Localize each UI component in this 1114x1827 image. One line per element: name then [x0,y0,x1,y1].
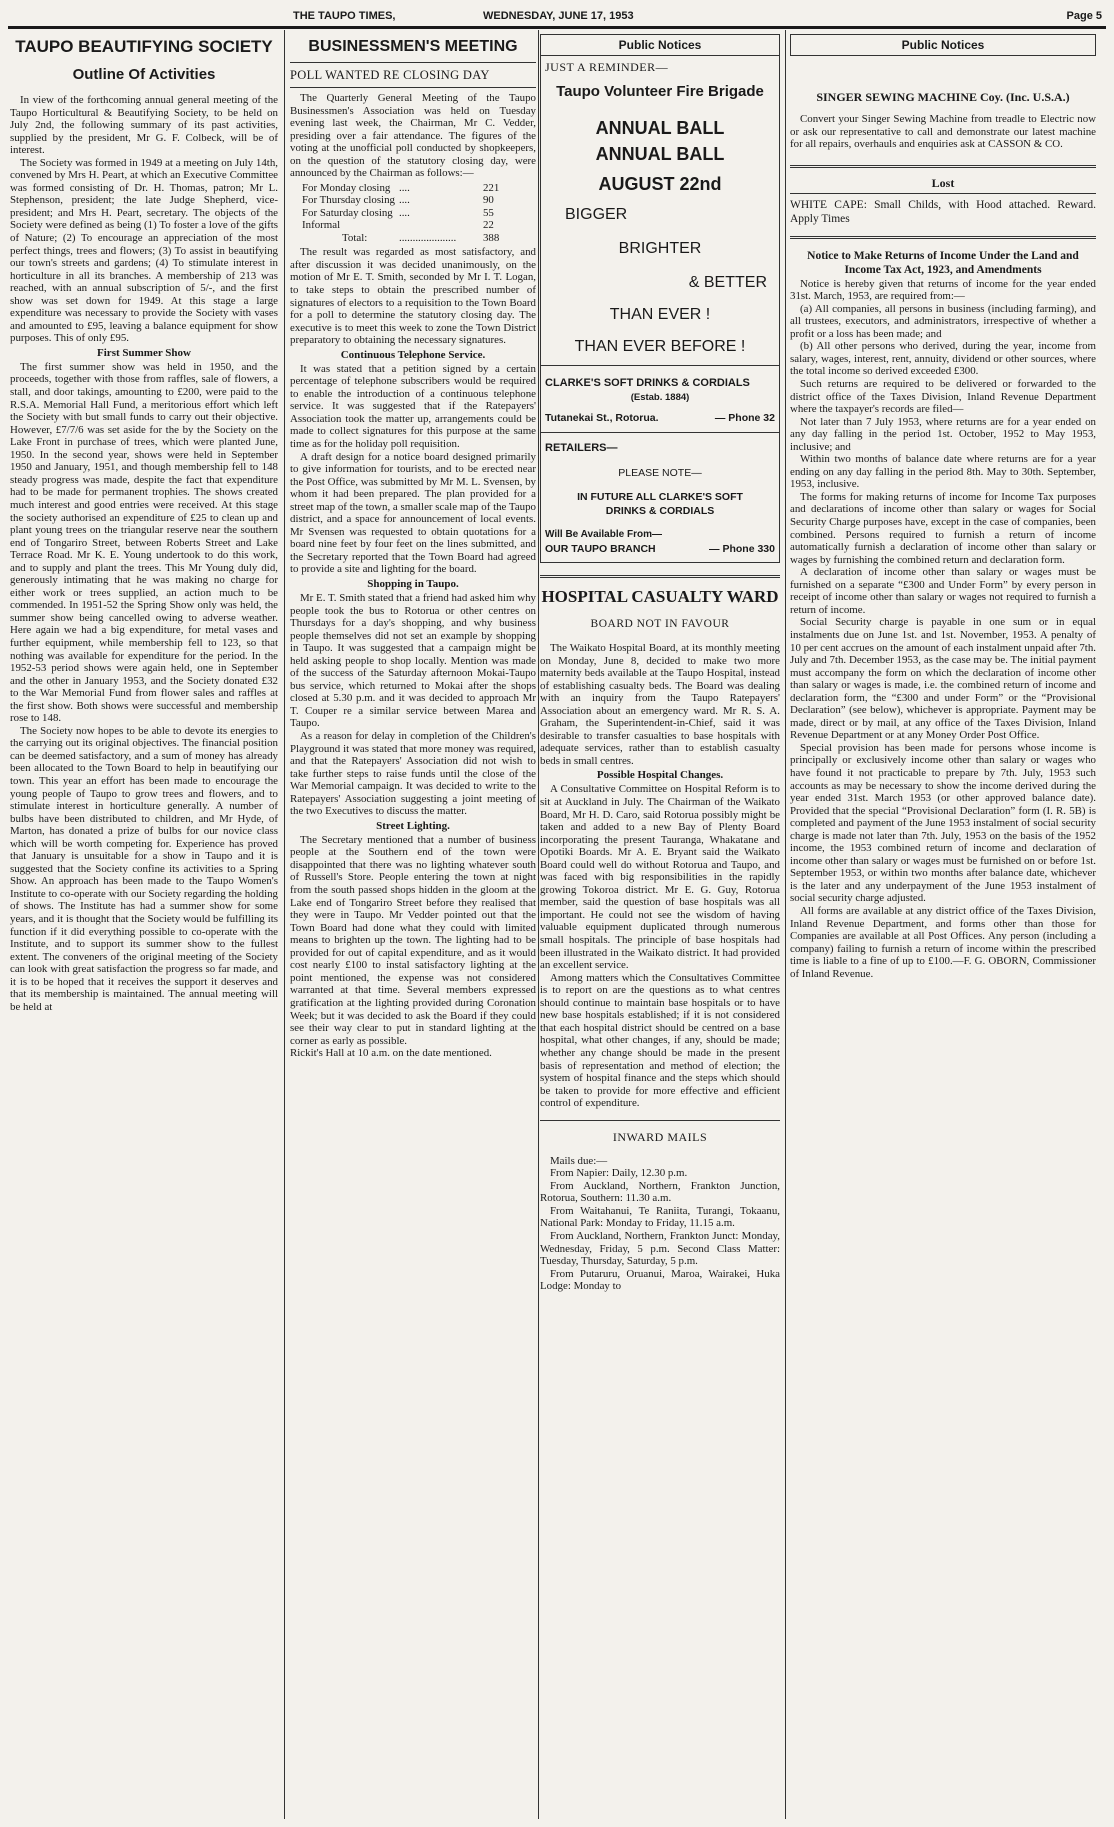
future-notice: IN FUTURE ALL CLARKE'S SOFT DRINKS & CORDIALS [577,491,743,517]
tally-row: Informal 22 [302,219,494,232]
annual-ball-title: ANNUAL BALL [595,144,725,164]
ad-better: & BETTER [688,274,767,291]
retailers-label: RETAILERS— [545,442,618,454]
lost-body: WHITE CAPE: Small Childs, with Hood attached. Reward. Apply Times [790,198,1096,225]
clarke-address: Tutanekai St., Rotorua. [545,412,659,424]
tax-notice-title: Notice to Make Returns of Income Under the Land and Income Tax Act, 1923, and Amendments [807,249,1079,276]
article-paragraph: It was stated that a petition signed by a certain percentage of telephone subscribers would be required to enable the introduction of a continuous telephone service. It was suggested that if the Ratepayers' Association took the matter up, arrangements could be made to collect signatures for this purpose at the same time as for the holiday poll requisition. [290,362,536,450]
article-paragraph: The Society now hopes to be able to devote its energies to the carrying out its original objectives. The financial position can be deemed satisfactory, and a sum of money has already been allocated to the Town Board to help in beautifying our town. This year an effort has been made to encourage the young people of Taupo to grow trees and flowers, and to stimulate interest in horticulture generally. A number of bulbs have been distributed to children, and Mr Hyde, of Marton, has donated a prize of bulbs for our novice class which will be worth competing for. Experience has proved that January is unsuitable for a show in Taupo and it is suggested that the Society confine its activities to a Spring Show. An approach has been made to the Taupo Women's Institute to co-operate with our Society regarding the holding of shows. The Institute has had a summer show for some years, and it is thought that the Society would be fulfilling its function if it did everything possible to co-operate with the Institute, and to support its summer show to the fullest extent. The conveners of the original meeting of the Society can look with great satisfaction the progress so far made, and it is to be hoped that it receives the support it deserves and that its membership is maintained. The annual meeting will be held at [10,724,278,1013]
subhead-outline: Outline Of Activities [72,66,216,83]
mail-item: From Auckland, Northern, Frankton Junction, Rotorua, Southern: 11.30 a.m. [540,1179,780,1205]
subhead-summer-show: First Summer Show [97,346,191,359]
public-notices-heading: Public Notices [790,34,1096,56]
column-divider [538,30,539,1819]
page-number: Page 5 [1066,10,1102,22]
tax-paragraph: Within two months of balance date where returns are for a year ending on any day falling in the period 8th. May to 30th. September, 1953, inclusive. [790,453,1096,491]
clarke-name: CLARKE'S SOFT DRINKS & CORDIALS [545,377,750,389]
tax-paragraph: (b) All other persons who derived, during the year, income from salary, wages, interest, rent, annuity, dividend or other sources, where the total income so derived exceeded £300. [790,340,1096,378]
tax-paragraph: Such returns are required to be delivered or forwarded to the district office of the Taxes Division, Inland Revenue Department where the taxpayer's records are filed— [790,378,1096,416]
mails-heading: INWARD MAILS [612,1129,708,1144]
ad-than-ever: THAN EVER ! [609,306,711,323]
article-paragraph: The Secretary mentioned that a number of business people at the Southern end of the town were disappointed that there was no lighting whatever south of Russell's Store. People entering the town at night from the south passed shops hidden in the gloom at the Lake end of Tongariro Street before they realised that they were in Taupo. Mr Vedder pointed out that the Town Board had done what they could with limited means to brighten up the town. The lighting had to be provided for out of capital expenditure, and as it would cost nearly £100 to instal satisfactory lighting at the point mentioned, the expense was not considered warranted at that time. Several members expressed gratification at the lighting provided during Coronation Week; but it was decided to ask the Board if they could see their way clear to put in standard lighting at the corner as early as possible. [290,833,536,1047]
mail-item: From Napier: Daily, 12.30 p.m. [550,1167,688,1180]
reminder-text: JUST A REMINDER— [545,60,669,74]
branch-phone: — Phone 330 [709,543,775,555]
column-notices-hospital [540,34,780,1824]
singer-body: Convert your Singer Sewing Machine from treadle to Electric now or ask our representative to call and demonstrate our latest machine for all repairs, overhauls and enquiries ask at CASSON & CO. [790,113,1096,151]
tax-paragraph: The forms for making returns of income for Income Tax purposes and declarations of income other than salary or wages for Social Security Charge purposes have, except in the case of companies, been combined. Persons required to furnish a return of income automatically furnish a declaration of income other than salary or wages by furnishing the combined return and declaration form. [790,490,1096,566]
tax-paragraph: Social Security charge is payable in one sum or in equal instalments due on June 1st. and 1st. November, 1953. A penalty of 10 per cent accrues on the amount of each instalment unpaid after 7th. July and 7th. December 1953, as the case may be. The initial payment must accompany the form on which the declaration of income other than salary or wages is made, i.e. the combined return of income and declaration form, the “£300 and under Form” or the “Provisional Declaration” (see below), whichever is appropriate. Payment may be made, direct or by mail, at any office of the Taxes Division, Inland Revenue Department or at any Money Order Post Office. [790,616,1096,742]
column-divider [284,30,285,1819]
article-paragraph: Among matters which the Consultatives Committee is to report on are the questions as to what centres should continue to maintain base hospitals or to have new base hospitals established; if it is not considered that each hospital district should be centred on a base hospital, what other changes, if any, should be made; whether any change should be made in the present basis of representation and method of election; the system of hospital finance and the steps which should be taken to provide for more effective and efficient control of expenditure. [540,971,780,1110]
article-paragraph: In view of the forthcoming annual general meeting of the Taupo Horticultural & Beautifying Society, to be held on July 2nd, the following summary of its past activities, supplied by the president, Mr G. F. Colbeck, will be of interest. [10,94,278,157]
tax-paragraph: A declaration of income other than salary or wages must be furnished on a separate “£300 and Under Form” by every person in receipt of income other than salary or wages not required to furnish a return of income. [790,566,1096,616]
article-paragraph: A Consultative Committee on Hospital Reform is to sit at Auckland in July. The Chairman of the Waikato Board, Mr H. D. Caro, said Rotorua possibly might be taken and added to a new Bay of Plenty Board incorporating the present Tauranga, Whakatane and Opotiki Boards. Mr A. E. Bryant said the Waikato Board could well do without Rotorua and Taupo, and was faced with big responsibilities in the rapidly growing Tokoroa district. Mr E. G. Guy, Rotorua member, said the question of base hospitals was all important. He could not see the wisdom of having valuable equipment duplicated through numerous small hospitals. The principle of base hospitals had been illustrated in the Waikato district. It had provided an excellent service. [540,783,780,972]
clarkes-ad [540,366,780,433]
tax-paragraph: All forms are available at any district office of the Taxes Division, Inland Revenue Department, and forms other than those for Companies are available at all Post Offices. Any person (including a company) failing to furnish a return of income within the prescribed time is liable to a fine of up to £100.—F. G. OBORN, Commissioner of Inland Revenue. [790,904,1096,980]
tally-row: For Thursday closing .... 90 [302,194,494,207]
column-businessmen [290,34,536,1824]
annual-ball-title: ANNUAL BALL [595,118,725,138]
article-paragraph: The result was regarded as most satisfactory, and after discussion it was decided unanimously, on the motion of Mr E. T. Smith, seconded by Mr I. T. Logan, to take steps to obtain the prescribed number of signatures of electors to a requisition to the Town Board for a poll to determine the statutory closing day. The executive is to meet this week to zone the Town District preparatory to obtaining the necessary signatures. [290,246,536,347]
available-from: Will Be Available From— [545,529,662,540]
paper-name: THE TAUPO TIMES, [293,10,396,22]
article-paragraph: The Society was formed in 1949 at a meeting on July 14th, convened by Mrs H. Peart, at which an Executive Committee was formed consisting of Dr. H. Thomas, patron; Mr L. Stephenson, president; the late Judge Shepherd, vice-president; and Mrs H. Peart, secretary. The objects of the Society were defined as being (1) To foster a love of the gifts of Nature; (2) To encourage an appreciation of the most perfect things, trees and flowers; (3) To assist in beautifying our town's streets and gardens; (4) To stimulate interest in horticulture in all its branches. A membership of 213 was reached, with an annual subscription of 5/-, and the first show was set down for 1949. At this stage a large expenditure was necessary to provide the Society with vases and amounted to £95, leaving a balance equipment for show purposes. This of only £95. [10,156,278,345]
subhead-hospital-changes: Possible Hospital Changes. [596,769,724,782]
singer-title: SINGER SEWING MACHINE Coy. (Inc. U.S.A.) [816,90,1070,104]
mails-due: Mails due:— [550,1154,608,1167]
clarke-estab: (Estab. 1884) [630,392,690,403]
article-paragraph: The Quarterly General Meeting of the Taupo Businessmen's Association was held on Tuesday evening last week, the Chairman, Mr C. Vedder, presiding over a fair attendance. The figures of the voting at the unofficial poll conducted by shopkeepers, on the question of the statutory closing day, were announced by the Chairman as follows:— [290,92,536,180]
headline-beautifying: TAUPO BEAUTIFYING SOCIETY [15,37,273,56]
ad-bigger: BIGGER [565,206,628,223]
poll-tally [302,182,503,245]
article-paragraph: The Waikato Hospital Board, at its monthly meeting on Monday, June 8, decided to make two more maternity beds available at the Taupo Hospital, instead of establishing casualty beds. The Board was dealing with an inquiry from the Taupo Ratepayers' Association about an emergency ward. Mr R. S. A. Graham, the Superintendent-in-Chief, said it was desirable to transfer casualties to base hospitals with adequate services, rather than to establish casualty beds in small centres. [540,642,780,767]
mail-item: From Waitahanui, Te Raniita, Turangi, Tokaanu, National Park: Monday to Friday, 11.15 a.m. [540,1204,780,1230]
subhead-telephone: Continuous Telephone Service. [340,348,486,361]
clarke-phone: — Phone 32 [714,412,775,424]
masthead-rule [8,26,1106,29]
column-public-notices [790,34,1096,1824]
article-paragraph: Mr E. T. Smith stated that a friend had asked him why people took the bus to Rotorua or other centres on Thursdays for a day's shopping, and why business people themselves did not set an example by shopping in Taupo. It was suggested that a campaign might be held asking people to shop locally. Mention was made of the success of the Saturday afternoon Mokai-Taupo bus service, which returned to Mokai after the shops closed at 5.30 p.m. and it was decided to approach Mr T. Couper re a similar service between Marea and Taupo. [290,592,536,730]
mail-item: From Auckland, Northern, Frankton Junct: Monday, Wednesday, Friday, 5 p.m. Second Class Matter: Tuesday, Thursday, Saturday, 5 p.m. [540,1229,780,1268]
subhead-shopping: Shopping in Taupo. [367,578,459,590]
mail-item: From Putaruru, Oruanui, Maroa, Wairakei, Huka Lodge: Monday to [540,1267,780,1293]
tally-row: For Monday closing .... 221 [302,181,500,194]
headline-businessmen: BUSINESSMEN'S MEETING [308,38,518,55]
lost-heading: Lost [931,175,955,190]
retailers-ad [540,433,780,563]
headline-hospital: HOSPITAL CASUALTY WARD [541,587,779,606]
tax-paragraph: Special provision has been made for persons whose income is principally or exclusively income other than salary or wages who have found it not practicable to prepare by 7th. July, 1953 such accounts as may be necessary to show the income derived during the year ended 31st. March 1953 (or other approved balance date). Provided that the special “Provisional Declaration” form (I. R. 5B) is completed and payment of the June 1953 instalment of social security charge is made not later than 7th. July, 1953 on the basis of the 1952 income, the 1953 combined return of income and declaration of income other than salary or wages must be furnished on or before 1st. September 1953, or within two months after balance date, whichever is the later and any underpayment of the June 1953 instalment of social security charge adjusted. [790,741,1096,905]
please-note: PLEASE NOTE— [618,467,702,479]
issue-date: WEDNESDAY, JUNE 17, 1953 [483,10,634,22]
article-paragraph: A draft design for a notice board designed primarily to give information for tourists, and to be erected near the Post Office, was submitted by Mr M. L. Svensen, by whom it had been prepared. The plan provided for a street map of the town, a smaller scale map of the Taupo district, and a space for announcement of local events. Mr Svensen was requested to obtain quotations for a board nine feet by four feet on the lines submitted, and the Secretary reported that the Town Board had agreed to provide a site and lighting for the board. [290,450,536,576]
tax-paragraph: (a) All companies, all persons in business (including farming), and all trustees, executors, and administrators, irrespective of whether a profit or a loss has been made; and [790,302,1096,340]
column-divider [785,30,786,1819]
column-beautifying-society [10,34,278,1824]
taupo-branch: OUR TAUPO BRANCH [545,543,656,555]
article-paragraph: The first summer show was held in 1950, and the proceeds, together with those from raffles, sale of flowers, a stall, and door takings, amounting to £200, were paid to the R.S.A. Memorial Hall Fund, a meritorious effort which left the Society with but small funds to carry out their objective. However, £7/7/6 was set aside for the by the Society on the Lake Front in purchase of trees, which were planted June, 1950. In the second year, shows were held in September 1950 and January, 1951, and though membership fell to 148 steady progress was made, despite the fact that expenditure had to be made for permanent trophies. The shows created much interest and good entries were received. At this stage the society authorised an expenditure of £25 to clean up and plant young trees on the triangular reserve near the southern end of Tongariro Street, between Roberts Street and Lake Terrace Road. Mr K. E. Young undertook to do this work, and to supply and plant the trees. This Mr Young duly did, generously intimating that he was making no charge for either work or trees supplied, an action much to be commended. In 1951-52 the Spring Show only was held, the summer show being cancelled owing to adverse weather. Here again we had a big expenditure, for metal vases and further equipment, while membership fell to 123, so that nothing was available for expenditure for the period. In the 1952-53 period shows were again held, one in September and the other in January 1953, and the Society donated £32 to the War Memorial Fund from flower sales and raffles at the first show. Both shows were successful and membership rose to 148. [10,360,278,725]
subhead-poll: POLL WANTED RE CLOSING DAY [290,68,490,82]
subhead-board: BOARD NOT IN FAVOUR [590,618,730,630]
tax-paragraph: Notice is hereby given that returns of income for the year ended 31st. March, 1953, are required from:— [790,277,1096,303]
fire-brigade-ad [540,56,780,366]
article-paragraph: Rickit's Hall at 10 a.m. on the date mentioned. [290,1047,492,1060]
masthead [8,6,1106,26]
ad-brighter: BRIGHTER [618,240,702,257]
subhead-lighting: Street Lighting. [376,819,450,832]
ball-date: AUGUST 22nd [598,174,722,194]
taupo-branch-row [545,542,775,556]
clarke-address-row [545,410,775,426]
ad-than-ever-before: THAN EVER BEFORE ! [574,338,746,355]
public-notices-heading: Public Notices [540,34,780,56]
article-paragraph: As a reason for delay in completion of the Children's Playground it was stated that more money was required, and that the Ratepayers' Association did not wish to take further steps to raise funds until the close of the War Memorial campaign. It was decided to write to the Ratepayers' Association suggesting a joint meeting of the two Executives to discuss the matter. [290,730,536,818]
tax-paragraph: Not later than 7 July 1953, where returns are for a year ended on any day falling in the period 1st. October, 1952 to May 1953, inclusive; and [790,415,1096,453]
tally-total: Total: ..................... 388 [342,231,500,244]
brigade-name: Taupo Volunteer Fire Brigade [556,83,764,100]
tally-row: For Saturday closing .... 55 [302,206,494,219]
